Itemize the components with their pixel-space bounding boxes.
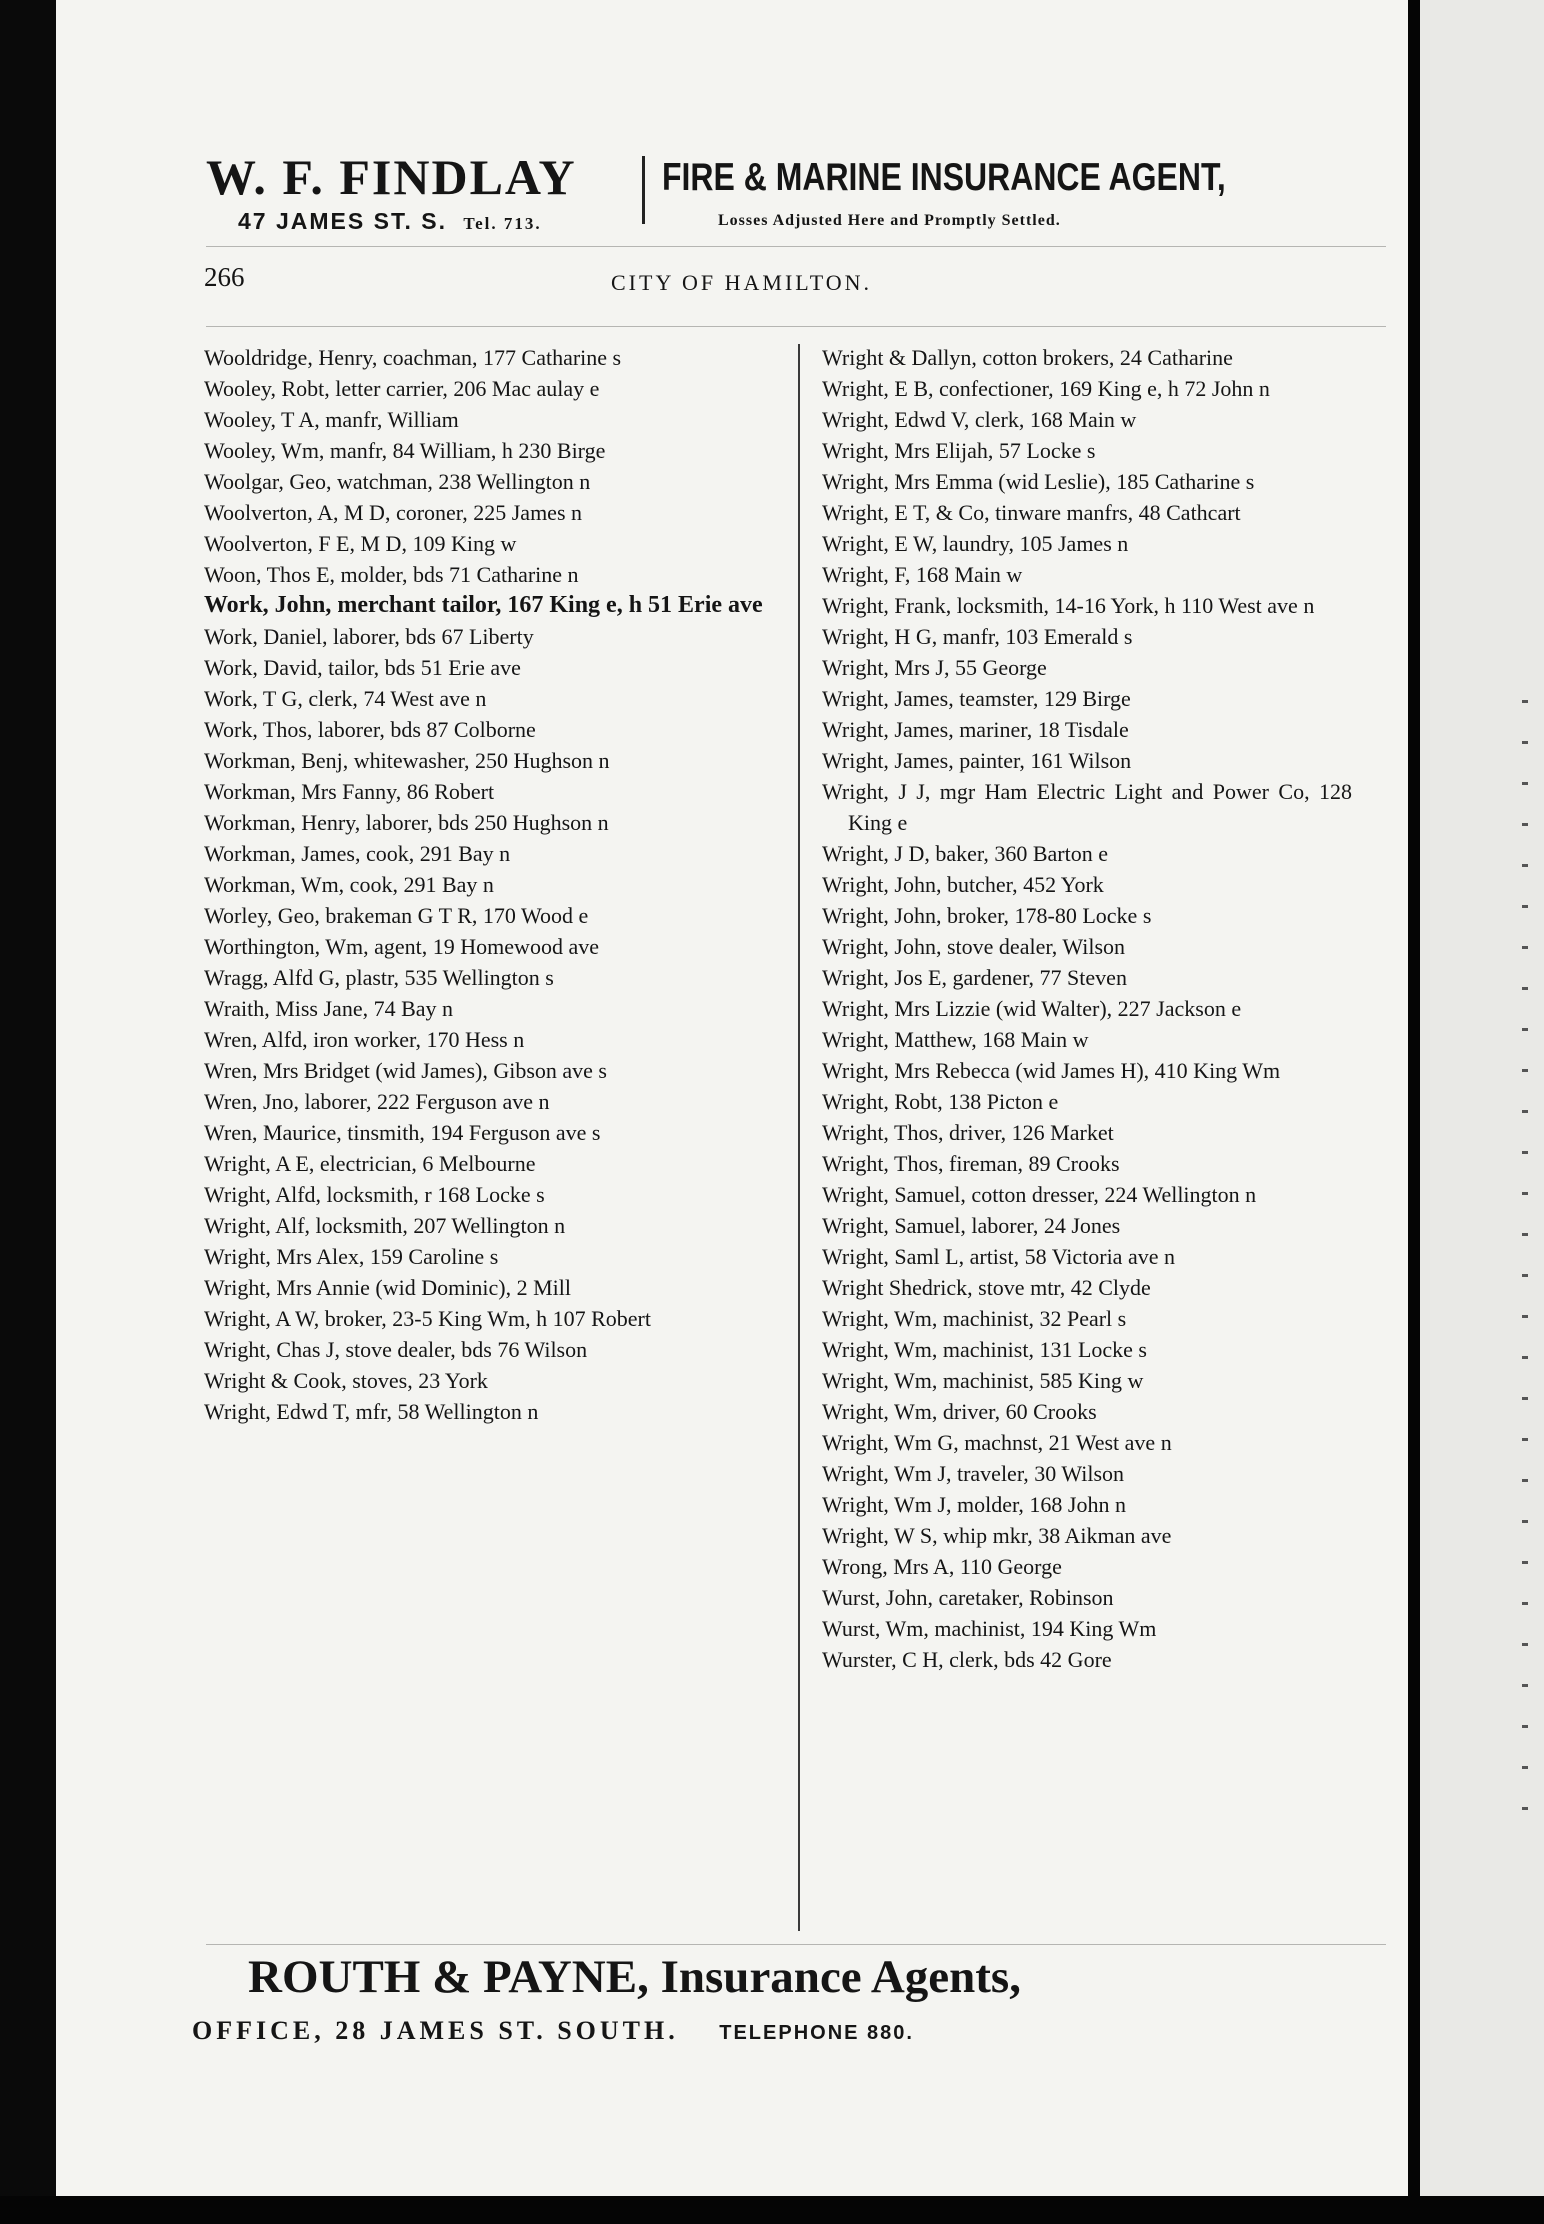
directory-entry: Wren, Jno, laborer, 222 Ferguson ave n	[204, 1089, 550, 1114]
directory-entry: Wright, E W, laundry, 105 James n	[822, 531, 1129, 556]
directory-entry: Workman, Henry, laborer, bds 250 Hughson n	[204, 810, 609, 835]
directory-entry: Worthington, Wm, agent, 19 Homewood ave	[204, 934, 599, 959]
findlay-telephone: Tel. 713.	[463, 214, 542, 233]
scan-bottom-edge	[0, 2196, 1544, 2224]
directory-entry: Work, John, merchant tailor, 167 King e, h 51 Erie ave	[204, 592, 763, 618]
directory-entry: Wren, Mrs Bridget (wid James), Gibson ave s	[204, 1058, 607, 1083]
directory-entry: Wright, J J, mgr Ham Electric Light and Power Co, 128 King e	[822, 779, 1352, 835]
directory-entry: Wraith, Miss Jane, 74 Bay n	[204, 996, 454, 1021]
directory-entry: Wright, Edwd V, clerk, 168 Main w	[822, 407, 1137, 432]
directory-entry: Wright, James, mariner, 18 Tisdale	[822, 717, 1129, 742]
findlay-agent-title: FIRE & MARINE INSURANCE AGENT,	[662, 156, 1226, 199]
directory-entry: Wright, E T, & Co, tinware manfrs, 48 Cathcart	[822, 500, 1241, 525]
directory-entry: Wurster, C H, clerk, bds 42 Gore	[822, 1647, 1112, 1672]
routh-payne-name: ROUTH & PAYNE, Insurance Agents,	[248, 1951, 1021, 2003]
directory-entry: Wrong, Mrs A, 110 George	[822, 1554, 1062, 1579]
directory-entry: Wright, Wm, driver, 60 Crooks	[822, 1399, 1097, 1424]
directory-entry: Wright, Samuel, laborer, 24 Jones	[822, 1213, 1121, 1238]
directory-entry: Wright, Jos E, gardener, 77 Steven	[822, 965, 1127, 990]
directory-entry: Work, T G, clerk, 74 West ave n	[204, 686, 487, 711]
header-rule	[206, 246, 1386, 247]
directory-entry: Work, Daniel, laborer, bds 67 Liberty	[204, 624, 534, 649]
directory-entry: Wright, Wm G, machnst, 21 West ave n	[822, 1430, 1172, 1455]
findlay-advertisement	[56, 148, 1408, 238]
page-number: 266	[204, 262, 245, 292]
routh-payne-telephone: TELEPHONE 880.	[719, 2022, 914, 2044]
directory-page	[56, 0, 1408, 2224]
directory-entry: Wright, J D, baker, 360 Barton e	[822, 841, 1108, 866]
directory-entry: Workman, Benj, whitewasher, 250 Hughson n	[204, 748, 610, 773]
left-column	[204, 342, 794, 1427]
directory-entry: Wright, Mrs Annie (wid Dominic), 2 Mill	[204, 1275, 571, 1300]
directory-entry: Wragg, Alfd G, plastr, 535 Wellington s	[204, 965, 554, 990]
directory-entry: Wright & Cook, stoves, 23 York	[204, 1368, 488, 1393]
directory-entry: Wright, James, teamster, 129 Birge	[822, 686, 1131, 711]
directory-entry: Wright, Samuel, cotton dresser, 224 Wellington n	[822, 1182, 1257, 1207]
directory-entry: Wright, Mrs J, 55 George	[822, 655, 1047, 680]
directory-entry: Wright, Wm, machinist, 585 King w	[822, 1368, 1144, 1393]
findlay-tagline: Losses Adjusted Here and Promptly Settled.	[718, 212, 1061, 229]
directory-entry: Wren, Maurice, tinsmith, 194 Ferguson ave s	[204, 1120, 601, 1145]
directory-entry: Wright, Saml L, artist, 58 Victoria ave n	[822, 1244, 1175, 1269]
directory-entry: Wright, Alfd, locksmith, r 168 Locke s	[204, 1182, 545, 1207]
directory-entry: Wright, John, broker, 178-80 Locke s	[822, 903, 1152, 928]
footer-rule	[206, 1944, 1386, 1945]
directory-entry: Wren, Alfd, iron worker, 170 Hess n	[204, 1027, 525, 1052]
directory-entry: Workman, James, cook, 291 Bay n	[204, 841, 511, 866]
directory-entry: Wright, Chas J, stove dealer, bds 76 Wilson	[204, 1337, 588, 1362]
directory-entry: Workman, Wm, cook, 291 Bay n	[204, 872, 494, 897]
directory-entry: Wright, Edwd T, mfr, 58 Wellington n	[204, 1399, 539, 1424]
directory-entry: Wright, Thos, fireman, 89 Crooks	[822, 1151, 1120, 1176]
directory-entry: Wright & Dallyn, cotton brokers, 24 Catharine	[822, 345, 1233, 370]
directory-entry: Wright, Robt, 138 Picton e	[822, 1089, 1059, 1114]
directory-entry: Wright, Mrs Lizzie (wid Walter), 227 Jackson e	[822, 996, 1242, 1021]
right-column	[822, 342, 1352, 1675]
binding-gutter	[1408, 0, 1420, 2224]
findlay-street: 47 JAMES ST. S.	[238, 208, 447, 234]
directory-entry: Wright, F, 168 Main w	[822, 562, 1023, 587]
directory-entry: Wright, Thos, driver, 126 Market	[822, 1120, 1114, 1145]
findlay-address	[238, 208, 542, 235]
running-head-rule	[206, 326, 1386, 327]
directory-entry: Wright, Mrs Rebecca (wid James H), 410 King Wm	[822, 1058, 1281, 1083]
directory-entry: Wright, Alf, locksmith, 207 Wellington n	[204, 1213, 566, 1238]
directory-entry: Wright, Frank, locksmith, 14-16 York, h 110 West ave n	[822, 593, 1315, 618]
directory-entry: Wright, Wm J, molder, 168 John n	[822, 1492, 1126, 1517]
ad-divider	[642, 156, 645, 224]
directory-entry: Wright, John, stove dealer, Wilson	[822, 934, 1126, 959]
directory-entry: Woon, Thos E, molder, bds 71 Catharine n	[204, 562, 579, 587]
running-head-city: CITY OF HAMILTON.	[611, 270, 873, 295]
directory-entry: Wright, Matthew, 168 Main w	[822, 1027, 1089, 1052]
directory-entry: Work, David, tailor, bds 51 Erie ave	[204, 655, 521, 680]
directory-entry: Wright, Wm, machinist, 131 Locke s	[822, 1337, 1147, 1362]
directory-entry: Work, Thos, laborer, bds 87 Colborne	[204, 717, 536, 742]
directory-entry: Wooley, Robt, letter carrier, 206 Mac aulay e	[204, 376, 600, 401]
directory-entry: Wright, Mrs Alex, 159 Caroline s	[204, 1244, 499, 1269]
directory-entry: Wooley, T A, manfr, William	[204, 407, 459, 432]
directory-entry: Wright, Wm, machinist, 32 Pearl s	[822, 1306, 1127, 1331]
column-divider	[798, 344, 800, 1931]
directory-entry: Wright, Wm J, traveler, 30 Wilson	[822, 1461, 1125, 1486]
directory-entry: Workman, Mrs Fanny, 86 Robert	[204, 779, 495, 804]
directory-entry: Wright, A W, broker, 23-5 King Wm, h 107 Robert	[204, 1306, 651, 1331]
findlay-name: W. F. FINDLAY	[206, 149, 577, 205]
directory-entry: Wright, W S, whip mkr, 38 Aikman ave	[822, 1523, 1172, 1548]
facing-page-marks	[1522, 700, 1532, 1900]
directory-entry: Wright Shedrick, stove mtr, 42 Clyde	[822, 1275, 1151, 1300]
directory-entry: Wurst, Wm, machinist, 194 King Wm	[822, 1616, 1157, 1641]
directory-entry: Woolgar, Geo, watchman, 238 Wellington n	[204, 469, 591, 494]
directory-entry: Wright, H G, manfr, 103 Emerald s	[822, 624, 1133, 649]
directory-entry: Wooley, Wm, manfr, 84 William, h 230 Birge	[204, 438, 606, 463]
directory-entry: Wright, Mrs Elijah, 57 Locke s	[822, 438, 1096, 463]
directory-entry: Wright, Mrs Emma (wid Leslie), 185 Catharine s	[822, 469, 1255, 494]
directory-entry: Worley, Geo, brakeman G T R, 170 Wood e	[204, 903, 589, 928]
routh-payne-office: OFFICE, 28 JAMES ST. SOUTH.	[192, 2016, 679, 2045]
directory-entry: Wooldridge, Henry, coachman, 177 Catharine s	[204, 345, 622, 370]
directory-entry: Wright, E B, confectioner, 169 King e, h 72 John n	[822, 376, 1270, 401]
directory-entry: Wright, John, butcher, 452 York	[822, 872, 1104, 897]
directory-entry: Woolverton, A, M D, coroner, 225 James n	[204, 500, 583, 525]
directory-entry: Wright, James, painter, 161 Wilson	[822, 748, 1132, 773]
facing-page-edge	[1420, 0, 1544, 2224]
directory-entry: Wright, A E, electrician, 6 Melbourne	[204, 1151, 536, 1176]
routh-payne-office-line	[192, 2016, 914, 2046]
directory-entry: Wurst, John, caretaker, Robinson	[822, 1585, 1114, 1610]
directory-entry: Woolverton, F E, M D, 109 King w	[204, 531, 517, 556]
